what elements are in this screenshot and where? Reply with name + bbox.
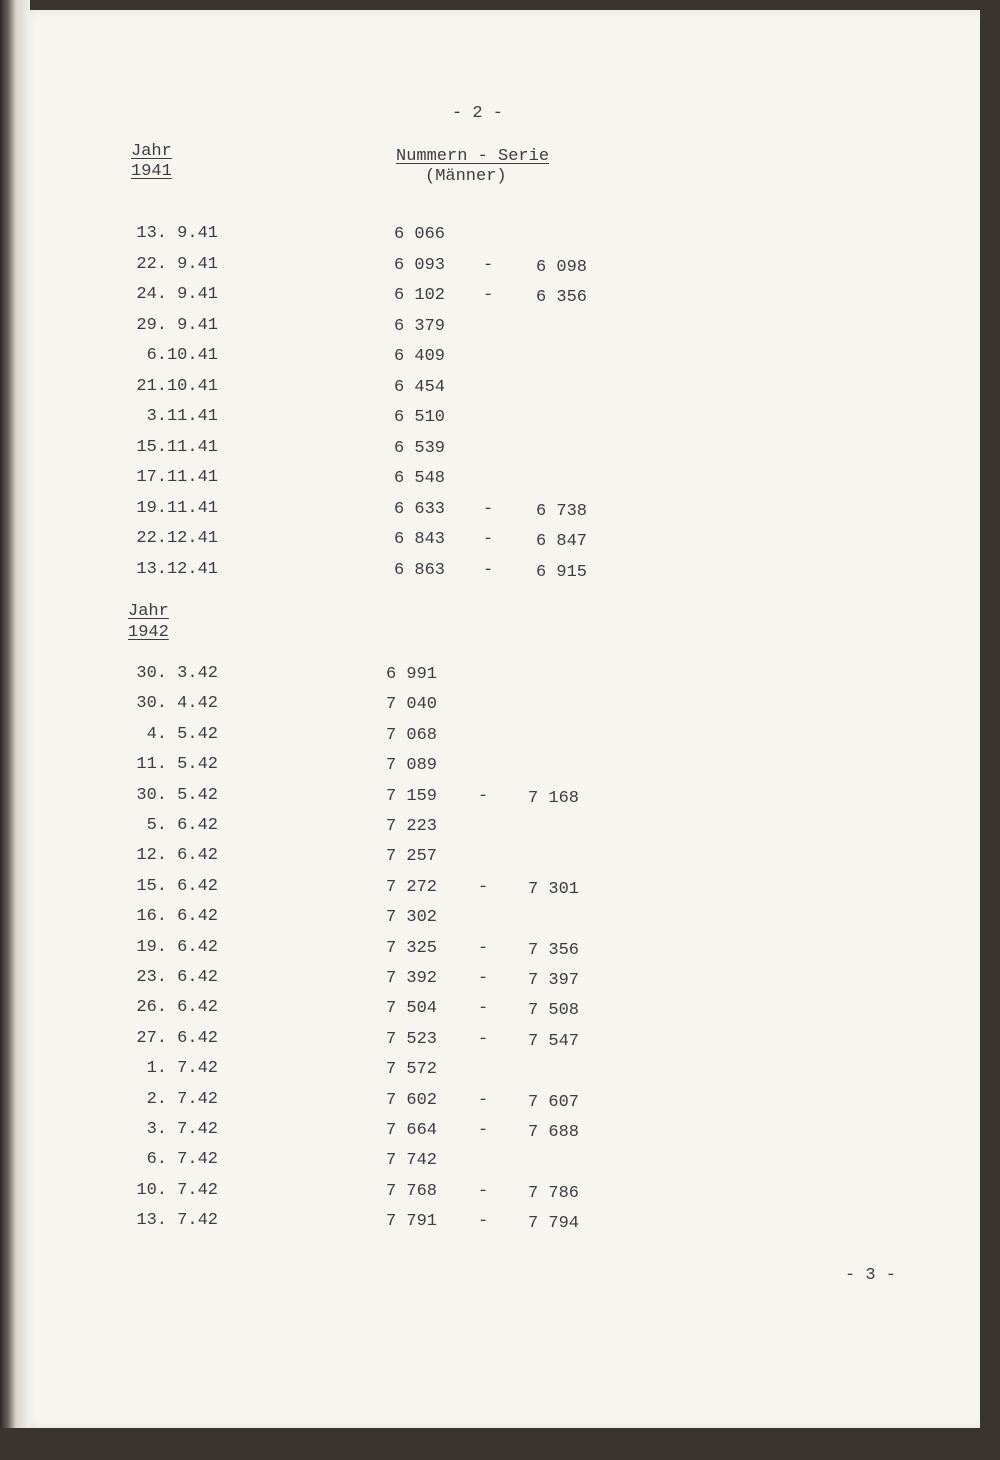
row-number-from: 7 602 [386,1091,438,1110]
year-header-1941: 1941 [131,162,172,181]
row-date: 5. 6.42 [146,816,218,835]
row-number-to: 6 915 [536,563,588,582]
row-number-to: 7 301 [528,880,580,899]
row-number-from: 7 572 [386,1060,438,1079]
scan-bottom-band [0,1428,1000,1460]
row-date: 6. 7.42 [146,1150,218,1169]
row-number-to: 7 168 [528,789,580,808]
row-date: 6.10.41 [146,346,218,365]
range-dash: - [483,530,494,549]
row-date: 30. 3.42 [136,664,218,683]
range-dash: - [478,1182,489,1201]
range-dash: - [478,969,489,988]
row-date: 15.11.41 [136,438,218,457]
range-dash: - [478,1030,489,1049]
row-date: 19. 6.42 [136,938,218,957]
row-number-from: 7 325 [386,939,438,958]
row-date: 30. 4.42 [136,694,218,713]
row-number-from: 6 102 [394,286,446,305]
row-number-from: 6 454 [394,378,446,397]
row-number-from: 7 159 [386,787,438,806]
row-date: 16. 6.42 [136,907,218,926]
row-number-from: 6 093 [394,256,446,275]
row-date: 17.11.41 [136,468,218,487]
row-number-from: 6 843 [394,530,446,549]
row-number-from: 6 379 [394,317,446,336]
year-label-1942: Jahr [128,602,169,621]
row-date: 3. 7.42 [146,1120,218,1139]
row-number-from: 6 066 [394,225,446,244]
row-date: 21.10.41 [136,377,218,396]
row-number-to: 7 397 [528,971,580,990]
row-date: 22.12.41 [136,529,218,548]
year-header-1942: 1942 [128,623,169,642]
row-number-from: 6 863 [394,561,446,580]
row-date: 11. 5.42 [136,755,218,774]
row-number-from: 7 040 [386,695,438,714]
row-number-to: 7 547 [528,1032,580,1051]
binding-edge [0,0,30,1460]
row-date: 29. 9.41 [136,316,218,335]
range-dash: - [483,256,494,275]
row-number-to: 6 738 [536,502,588,521]
row-number-to: 6 098 [536,258,588,277]
row-date: 15. 6.42 [136,877,218,896]
row-number-from: 7 257 [386,847,438,866]
row-number-from: 7 664 [386,1121,438,1140]
row-number-from: 7 504 [386,999,438,1018]
next-page-marker: - 3 - [845,1266,897,1285]
numbers-header: Nummern - Serie [396,147,550,166]
row-date: 24. 9.41 [136,285,218,304]
range-dash: - [478,999,489,1018]
row-number-from: 6 633 [394,500,446,519]
row-number-from: 7 742 [386,1151,438,1170]
row-date: 2. 7.42 [146,1090,218,1109]
range-dash: - [478,939,489,958]
row-date: 23. 6.42 [136,968,218,987]
page-number: - 2 - [452,104,504,123]
row-date: 30. 5.42 [136,786,218,805]
range-dash: - [478,878,489,897]
row-date: 1. 7.42 [146,1059,218,1078]
row-number-to: 7 794 [528,1214,580,1233]
row-date: 12. 6.42 [136,846,218,865]
numbers-subheader: (Männer) [425,167,507,186]
row-date: 19.11.41 [136,499,218,518]
range-dash: - [478,1212,489,1231]
row-number-from: 7 068 [386,726,438,745]
row-date: 27. 6.42 [136,1029,218,1048]
row-number-from: 7 223 [386,817,438,836]
row-number-to: 7 508 [528,1001,580,1020]
range-dash: - [483,286,494,305]
row-number-from: 7 089 [386,756,438,775]
row-date: 3.11.41 [146,407,218,426]
row-number-from: 7 392 [386,969,438,988]
range-dash: - [478,1121,489,1140]
row-number-from: 6 510 [394,408,446,427]
row-number-to: 7 688 [528,1123,580,1142]
range-dash: - [483,561,494,580]
row-date: 26. 6.42 [136,998,218,1017]
row-number-to: 6 847 [536,532,588,551]
row-date: 22. 9.41 [136,255,218,274]
row-date: 13. 7.42 [136,1211,218,1230]
row-number-from: 7 768 [386,1182,438,1201]
row-date: 13.12.41 [136,560,218,579]
range-dash: - [483,500,494,519]
row-number-to: 6 356 [536,288,588,307]
row-number-from: 7 791 [386,1212,438,1231]
row-number-from: 6 548 [394,469,446,488]
row-number-to: 7 786 [528,1184,580,1203]
row-number-from: 7 523 [386,1030,438,1049]
row-number-from: 6 539 [394,439,446,458]
row-number-to: 7 356 [528,941,580,960]
year-header-label: Jahr [131,142,172,161]
row-date: 13. 9.41 [136,224,218,243]
row-number-from: 7 272 [386,878,438,897]
row-date: 4. 5.42 [146,725,218,744]
row-number-from: 6 991 [386,665,438,684]
range-dash: - [478,787,489,806]
row-number-to: 7 607 [528,1093,580,1112]
range-dash: - [478,1091,489,1110]
row-date: 10. 7.42 [136,1181,218,1200]
row-number-from: 6 409 [394,347,446,366]
row-number-from: 7 302 [386,908,438,927]
